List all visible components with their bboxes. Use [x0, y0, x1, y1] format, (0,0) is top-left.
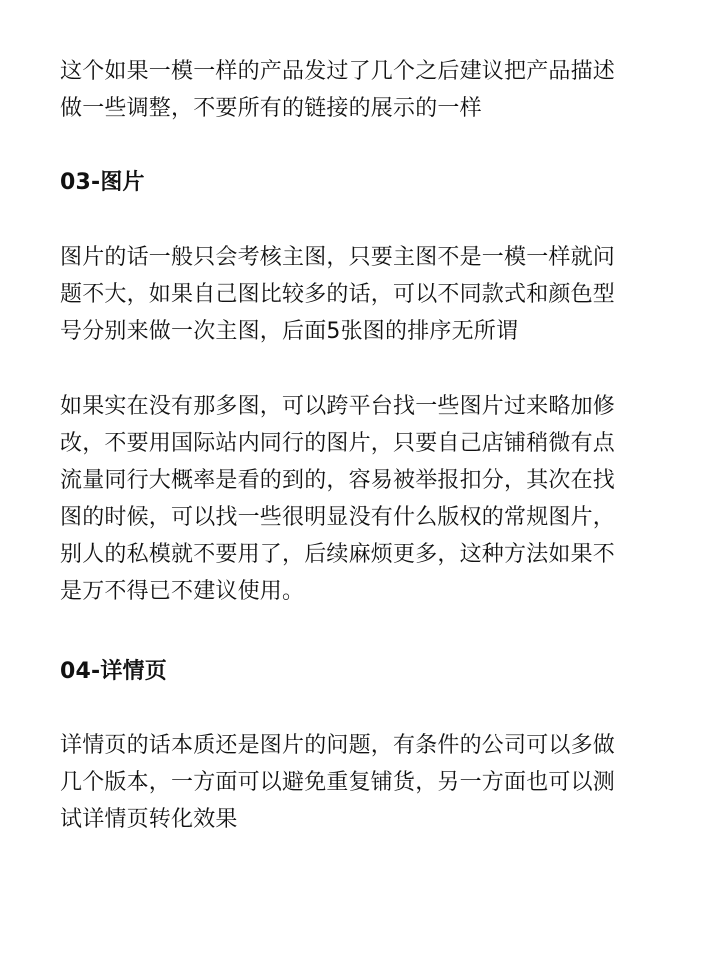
intro-paragraph	[60, 53, 665, 127]
text-line: 图的时候，可以找一些很明显没有什么版权的常规图片，	[60, 505, 616, 530]
text-line: 试详情页转化效果	[60, 807, 238, 832]
text-line: 详情页的话本质还是图片的问题，有条件的公司可以多做	[60, 733, 616, 758]
section-heading-04: 04-详情页	[60, 659, 167, 684]
text-line: 题不大，如果自己图比较多的话，可以不同款式和颜色型	[60, 282, 616, 307]
text-line: 流量同行大概率是看的到的，容易被举报扣分，其次在找	[60, 468, 616, 493]
text-line: 改，不要用国际站内同行的图片，只要自己店铺稍微有点	[60, 431, 616, 456]
text-line: 是万不得已不建议使用。	[60, 579, 305, 604]
text-line: 别人的私模就不要用了，后续麻烦更多，这种方法如果不	[60, 542, 616, 567]
text-line: 几个版本，一方面可以避免重复铺货，另一方面也可以测	[60, 770, 616, 795]
section-03-paragraph-2	[60, 388, 665, 610]
text-line: 如果实在没有那多图，可以跨平台找一些图片过来略加修	[60, 394, 616, 419]
text-line: 做一些调整，不要所有的链接的展示的一样	[60, 96, 482, 121]
text-line: 图片的话一般只会考核主图，只要主图不是一模一样就问	[60, 245, 616, 270]
section-03-paragraph-1	[60, 239, 665, 350]
text-line: 这个如果一模一样的产品发过了几个之后建议把产品描述	[60, 59, 616, 84]
section-04-paragraph-1	[60, 727, 665, 838]
section-heading-03: 03-图片	[60, 170, 145, 195]
text-line: 号分别来做一次主图，后面5张图的排序无所谓	[60, 319, 519, 344]
